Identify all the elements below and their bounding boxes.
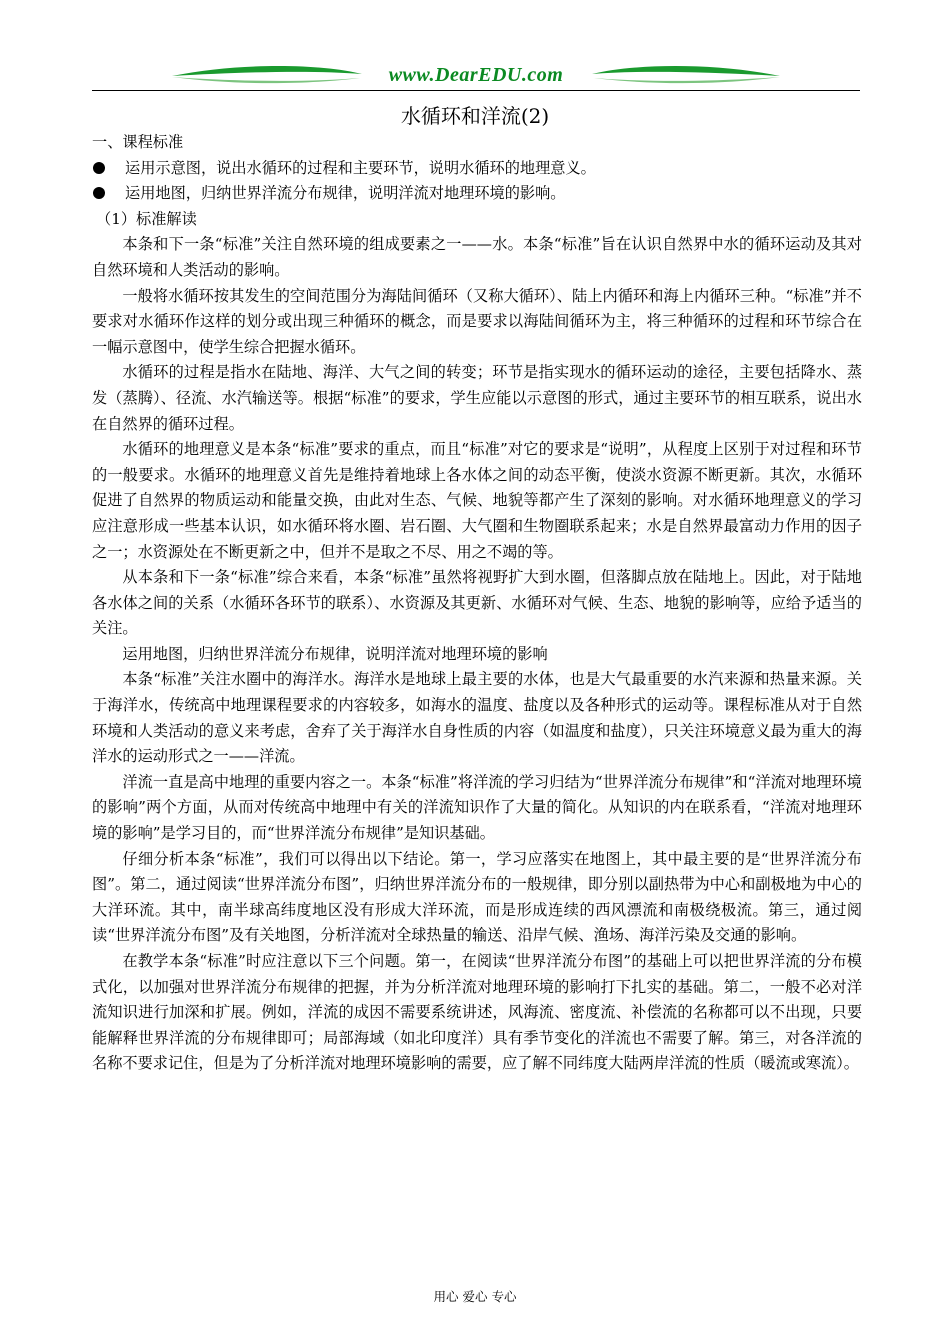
paragraph: 在教学本条“标准”时应注意以下三个问题。第一，在阅读“世界洋流分布图”的基础上可以把世界洋流的分布模式化，以加强对世界洋流分布规律的把握，并为分析洋流对地理环境的影响打下扎实的基础。第二，一般不必对洋流知识进行加深和扩展。例如，洋流的成因不需要系统讲述，风海流、密度流、补偿流的名称都可以不出现，只要能解释世界洋流的分布规律即可；局部海域（如北印度洋）具有季节变化的洋流也不需要了解。第三，对各洋流的名称不要求记住，但是为了分析洋流对地理环境影响的需要，应了解不同纬度大陆两岸洋流的性质（暖流或寒流）。 [92, 952, 862, 1073]
paragraph: 洋流一直是高中地理的重要内容之一。本条“标准”将洋流的学习归结为“世界洋流分布规律”和“洋流对地理环境的影响”两个方面，从而对传统高中地理中有关的洋流知识作了大量的简化。从知识的内在联系看，“洋流对地理环境的影响”是学习目的，而“世界洋流分布规律”是知识基础。 [92, 772, 862, 843]
paragraph: 仔细分析本条“标准”，我们可以得出以下结论。第一，学习应落实在地图上，其中最主要的是“世界洋流分布图”。第二，通过阅读“世界洋流分布图”，归纳世界洋流分布的一般规律，即分别以副热带为中心和副极地为中心的大洋环流。其中，南半球高纬度地区没有形成大洋环流，而是形成连续的西风漂流和南极绕极流。第三，通过阅读“世界洋流分布图”及有关地图，分析洋流对全球热量的输送、沿岸气候、渔场、海洋污染及交通的影响。 [92, 849, 862, 945]
bullet-item [92, 156, 862, 182]
sub-heading: （1）标准解读 [96, 209, 197, 228]
paragraph: 运用地图，归纳世界洋流分布规律，说明洋流对地理环境的影响 [122, 644, 548, 663]
paragraph: 本条和下一条“标准”关注自然环境的组成要素之一——水。本条“标准”旨在认识自然界中水的循环运动及其对自然环境和人类活动的影响。 [92, 235, 862, 279]
paragraph: 从本条和下一条“标准”综合来看，本条“标准”虽然将视野扩大到水圈，但落脚点放在陆地上。因此，对于陆地各水体之间的关系（水循环各环节的联系）、水资源及其更新、水循环对气候、生态、地貌的影响等，应给予适当的关注。 [92, 568, 862, 638]
bullet-dot-icon [93, 187, 105, 199]
page-title: 水循环和洋流(2) [400, 104, 550, 128]
header-rule [92, 90, 860, 91]
paragraph: 水循环的地理意义是本条“标准”要求的重点，而且“标准”对它的要求是“说明”，从程度上区别于对过程和环节的一般要求。水循环的地理意义首先是维持着地球上各水体之间的动态平衡，使淡水资源不断更新。其次，水循环促进了自然界的物质运动和能量交换，由此对生态、气候、地貌等都产生了深刻的影响。对水循环地理意义的学习应注意形成一些基本认识，如水循环将水圈、岩石圈、大气圈和生物圈联系起来；水是自然界最富动力作用的因子之一；水资源处在不断更新之中，但并不是取之不尽、用之不竭的等。 [92, 440, 862, 561]
paragraph: 一般将水循环按其发生的空间范围分为海陆间循环（又称大循环）、陆上内循环和海上内循环三种。“标准”并不要求对水循环作这样的划分或出现三种循环的概念，而是要求以海陆间循环为主，将三种循环的过程和环节综合在一幅示意图中，使学生综合把握水循环。 [92, 286, 862, 356]
site-logo-text: www.DearEDU.com [388, 64, 564, 86]
bullet-text: 运用地图，归纳世界洋流分布规律，说明洋流对地理环境的影响。 [125, 184, 566, 203]
bullet-item [92, 181, 862, 207]
paragraph: 水循环的过程是指水在陆地、海洋、大气之间的转变；环节是指实现水的循环运动的途径，主要包括降水、蒸发（蒸腾）、径流、水汽输送等。根据“标准”的要求，学生应能以示意图的形式，通过主要环节的相互联系，说出水在自然界的循环过程。 [92, 363, 862, 433]
page-footer: 用心 爱心 专心 [433, 1289, 517, 1304]
bullet-text: 运用示意图，说出水循环的过程和主要环节，说明水循环的地理意义。 [125, 158, 596, 177]
bullet-dot-icon [93, 162, 105, 174]
section-heading: 一、课程标准 [92, 133, 184, 151]
site-header [92, 60, 860, 92]
paragraph: 本条“标准”关注水圈中的海洋水。海洋水是地球上最主要的水体，也是大气最重要的水汽来源和热量来源。关于海洋水，传统高中地理课程要求的内容较多，如海水的温度、盐度以及各种形式的运动等。课程标准从对于自然环境和人类活动的意义来考虑，舍弃了关于海洋水自身性质的内容（如温度和盐度），只关注环境意义最为重大的海洋水的运动形式之一——洋流。 [92, 670, 862, 766]
document-body [92, 130, 862, 1077]
